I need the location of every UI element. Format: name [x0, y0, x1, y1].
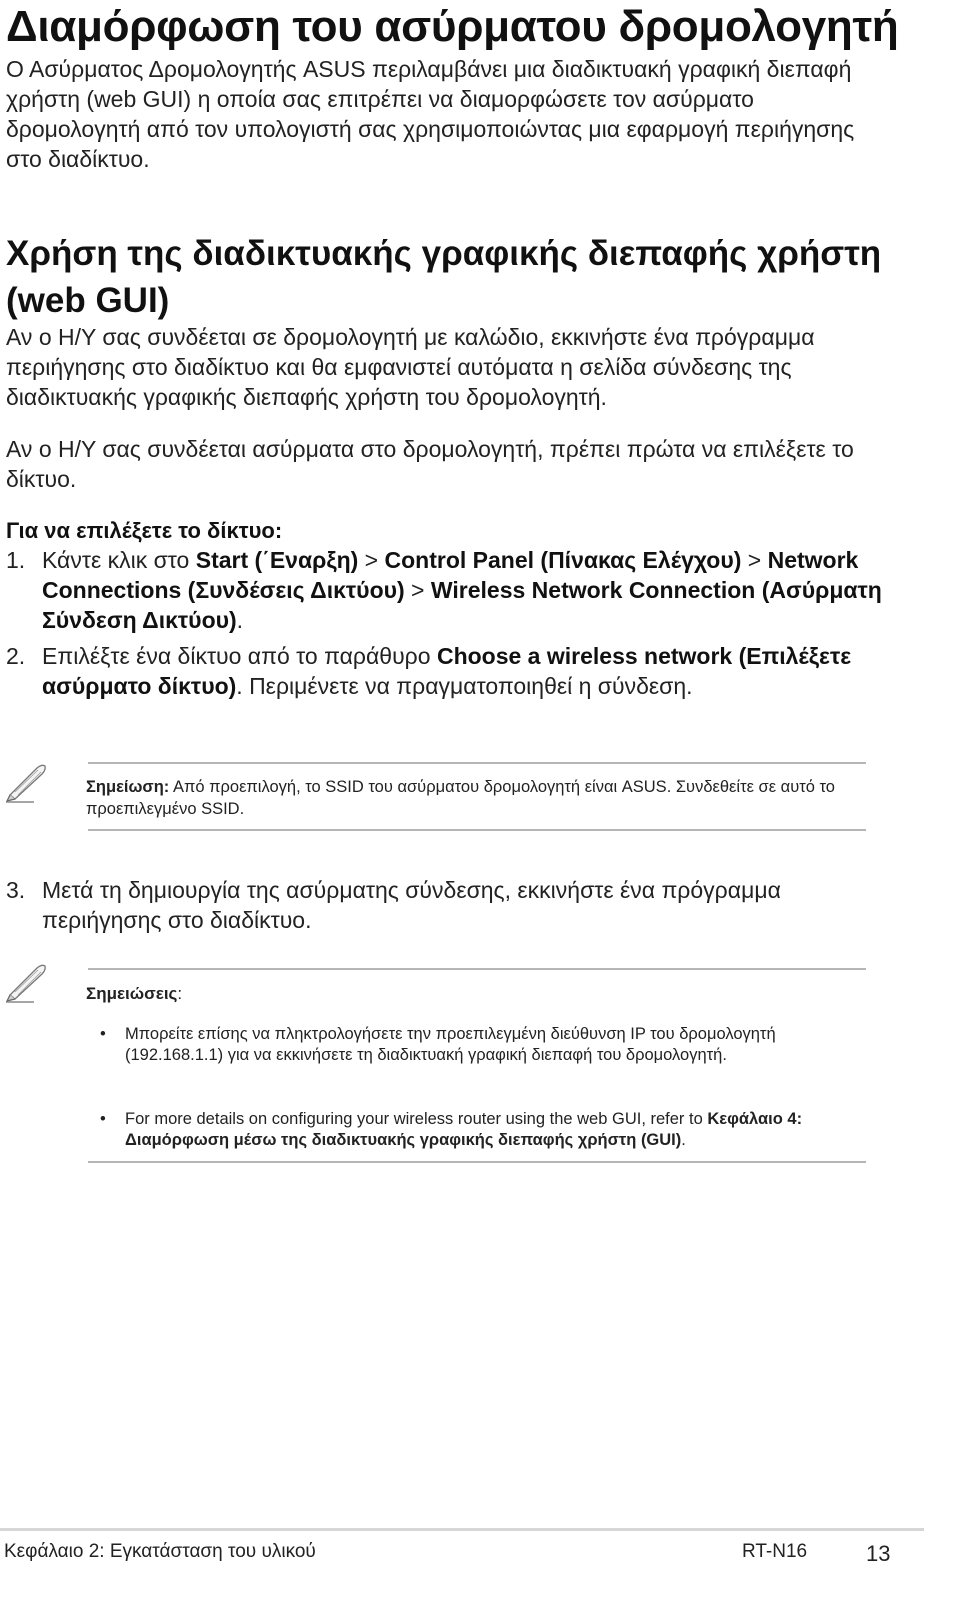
step-3 — [6, 875, 886, 935]
ssid-note: Σημείωση: Από προεπιλογή, το SSID του ασύρματου δρομολογητή είναι ASUS. Συνδεθείτε σε αυτό το προεπιλεγμένο SSID. — [86, 778, 835, 818]
choose-network-label: Choose a wireless network (Επιλέξετε ασύρματο δίκτυο) — [42, 643, 852, 699]
section-title: Χρήση της διαδικτυακής γραφικής διεπαφής χρήστη (web GUI) — [6, 234, 882, 320]
pen-note-icon — [4, 762, 48, 804]
notes-divider-top — [88, 968, 866, 970]
notes-label: Σημειώσεις — [86, 984, 178, 1003]
note-bullet-ip — [100, 1024, 860, 1066]
note-label: Σημείωση: — [86, 778, 170, 796]
start-menu-label: Start (΄Εναρξη) — [195, 547, 359, 573]
step-number: 2. — [6, 643, 26, 669]
step-2 — [6, 641, 886, 701]
page-title: Διαμόρφωση του ασύρματου δρομολογητή — [6, 2, 899, 51]
note-divider-top — [88, 762, 866, 764]
intro-paragraph: Ο Ασύρματος Δρομολογητής ASUS περιλαμβάνει μια διαδικτυακή γραφική διεπαφή χρήστη (web GUI) η οποία σας επιτρέπει να διαμορφώσετε τον ασύρματο δρομολογητή από τον υπολογιστή σας χρησιμοποιώντας μια εφαρμογή περιήγησης στο διαδίκτυο. — [6, 56, 855, 172]
notes-heading: Σημειώσεις: — [86, 984, 183, 1003]
control-panel-label: Control Panel (Πίνακας Ελέγχου) — [384, 547, 742, 573]
step-number: 1. — [6, 547, 26, 573]
bullet-text: For more details on configuring your wireless router using the web GUI, refer to Κεφάλαιο 4: Διαμόρφωση μέσω της διαδικτυακής γραφικής διεπαφής χρήστη (GUI). — [125, 1110, 803, 1149]
notes-divider-bottom — [88, 1161, 866, 1163]
bullet-dot: • — [100, 1110, 106, 1128]
step-number: 3. — [6, 877, 26, 903]
footer-chapter: Κεφάλαιο 2: Εγκατάσταση του υλικού — [4, 1541, 316, 1562]
step-text: Επιλέξτε ένα δίκτυο από το παράθυρο Choose a wireless network (Επιλέξετε ασύρματο δίκτυο). Περιμένετε να πραγματοποιηθεί η σύνδεση. — [42, 643, 852, 699]
pen-note-icon — [4, 962, 48, 1004]
steps-subtitle: Για να επιλέξετε το δίκτυο: — [6, 518, 283, 543]
page-number: 13 — [866, 1541, 891, 1566]
chapter-reference: Κεφάλαιο 4: Διαμόρφωση μέσω της διαδικτυακής γραφικής διεπαφής χρήστη (GUI) — [125, 1110, 803, 1149]
bullet-text: Μπορείτε επίσης να πληκτρολογήσετε την προεπιλεγμένη διεύθυνση IP του δρομολογητή (192.168.1.1) για να εκκινήσετε τη διαδικτυακή γραφική διεπαφή του δρομολογητή. — [125, 1025, 776, 1064]
footer-model: RT-N16 — [742, 1541, 808, 1562]
note-divider-bottom — [88, 829, 866, 831]
note-bullet-chapter — [100, 1109, 860, 1151]
step-text: Κάντε κλικ στο Start (΄Εναρξη) > Control Panel (Πίνακας Ελέγχου) > Network Connections (Συνδέσεις Δικτύου) > Wireless Network Connection (Ασύρματη Σύνδεση Δικτύου). — [42, 547, 882, 633]
wireless-paragraph: Αν ο Η/Υ σας συνδέεται ασύρματα στο δρομολογητή, πρέπει πρώτα να επιλέξετε το δίκτυο. — [6, 436, 854, 492]
footer-rule — [0, 1528, 924, 1531]
network-connections-label: Network Connections (Συνδέσεις Δικτύου) — [42, 547, 859, 603]
step-text: Μετά τη δημιουργία της ασύρματης σύνδεσης, εκκινήστε ένα πρόγραμμα περιήγησης στο διαδίκτυο. — [42, 877, 781, 933]
wireless-connection-label: Wireless Network Connection (Ασύρματη Σύνδεση Δικτύου) — [42, 577, 882, 633]
step-1 — [6, 545, 886, 635]
bullet-dot: • — [100, 1025, 106, 1043]
wired-paragraph: Αν ο Η/Υ σας συνδέεται σε δρομολογητή με καλώδιο, εκκινήστε ένα πρόγραμμα περιήγησης στο διαδίκτυο και θα εμφανιστεί αυτόματα η σελίδα σύνδεσης της διαδικτυακής γραφικής διεπαφής χρήστη του δρομολογητή. — [6, 324, 815, 410]
